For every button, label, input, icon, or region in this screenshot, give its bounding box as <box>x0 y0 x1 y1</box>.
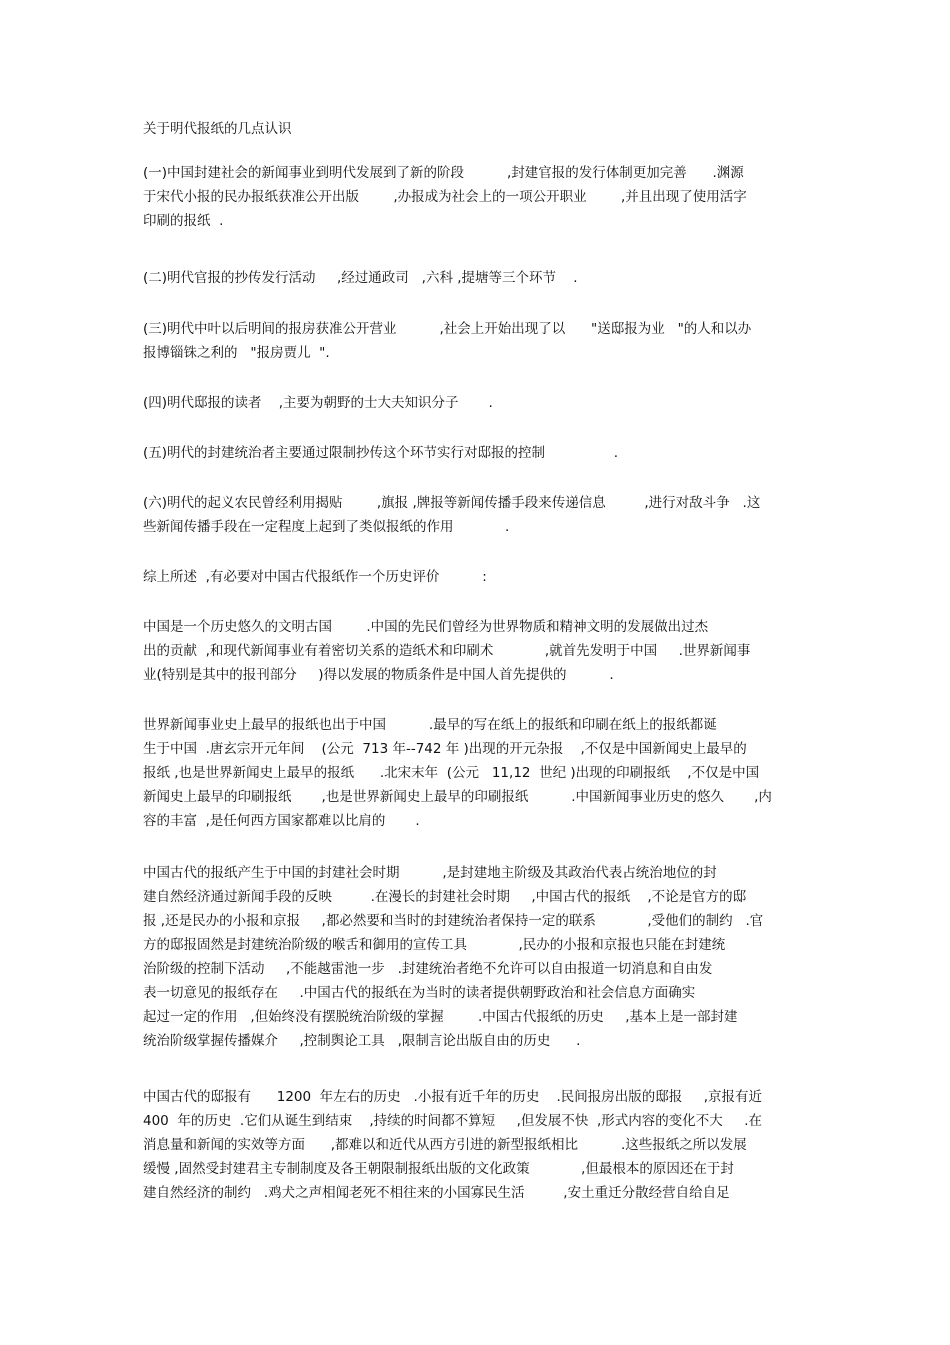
paragraph-line: 建自然经济通过新闻手段的反映 .在漫长的封建社会时期 ,中国古代的报纸 ,不论是官方的邸 <box>143 889 747 905</box>
paragraph-line: 中国古代的报纸产生于中国的封建社会时期 ,是封建地主阶级及其政治代表占统治地位的封 <box>143 865 717 881</box>
paragraph-line: 综上所述 ,有必要对中国古代报纸作一个历史评价 : <box>143 569 487 585</box>
paragraph <box>143 1085 815 1205</box>
paragraph-line: 治阶级的控制下活动 ,不能越雷池一步 .封建统治者绝不允许可以自由报道一切消息和自由发 <box>143 961 713 977</box>
paragraph-line: 报纸 ,也是世界新闻史上最早的报纸 .北宋末年 (公元 11,12 世纪 )出现的印刷报纸 ,不仅是中国 <box>143 765 760 781</box>
paragraph-line: 世界新闻事业史上最早的报纸也出于中国 .最早的写在纸上的报纸和印刷在纸上的报纸都诞 <box>143 717 717 733</box>
paragraph-line: (三)明代中叶以后明间的报房获准公开营业 ,社会上开始出现了以 "送邸报为业 "的人和以办 <box>143 321 752 337</box>
paragraph <box>143 713 815 833</box>
paragraph-line: 业(特别是其中的报刊部分 )得以发展的物质条件是中国人首先提供的 . <box>143 667 614 683</box>
paragraph <box>143 317 815 365</box>
paragraph-line: 生于中国 .唐玄宗开元年间 (公元 713 年--742 年 )出现的开元杂报 ,不仅是中国新闻史上最早的 <box>143 741 747 757</box>
paragraph <box>143 441 815 465</box>
paragraph-line: 些新闻传播手段在一定程度上起到了类似报纸的作用 . <box>143 519 510 535</box>
paragraph-line: (一)中国封建社会的新闻事业到明代发展到了新的阶段 ,封建官报的发行体制更加完善 .渊源 <box>143 165 744 181</box>
paragraph <box>143 491 815 539</box>
paragraph-line: 统治阶级掌握传播媒介 ,控制舆论工具 ,限制言论出版自由的历史 . <box>143 1033 581 1049</box>
paragraph-line: 中国古代的邸报有 1200 年左右的历史 .小报有近千年的历史 .民间报房出版的邸报 ,京报有近 <box>143 1089 763 1105</box>
paragraph-line: 起过一定的作用 ,但始终没有摆脱统治阶级的掌握 .中国古代报纸的历史 ,基本上是一部封建 <box>143 1009 738 1025</box>
paragraph-line: 新闻史上最早的印刷报纸 ,也是世界新闻史上最早的印刷报纸 .中国新闻事业历史的悠久 ,内 <box>143 789 772 805</box>
paragraph-line: 表一切意见的报纸存在 .中国古代的报纸在为当时的读者提供朝野政治和社会信息方面确实 <box>143 985 696 1001</box>
paragraph-line: 建自然经济的制约 .鸡犬之声相闻老死不相往来的小国寡民生活 ,安土重迁分散经营自给自足 <box>143 1185 730 1201</box>
paragraph-line: 缓慢 ,固然受封建君主专制制度及各王朝限制报纸出版的文化政策 ,但最根本的原因还在于封 <box>143 1161 734 1177</box>
paragraph <box>143 266 815 290</box>
paragraph-line: 印刷的报纸 . <box>143 213 224 229</box>
paragraph-line: 报 ,还是民办的小报和京报 ,都必然要和当时的封建统治者保持一定的联系 ,受他们的制约 .官 <box>143 913 764 929</box>
paragraph-line: 中国是一个历史悠久的文明古国 .中国的先民们曾经为世界物质和精神文明的发展做出过杰 <box>143 619 709 635</box>
paragraph-line: (四)明代邸报的读者 ,主要为朝野的士大夫知识分子 . <box>143 395 493 411</box>
paragraph-line: 消息量和新闻的实效等方面 ,都难以和近代从西方引进的新型报纸相比 .这些报纸之所以发展 <box>143 1137 747 1153</box>
paragraph-line: 于宋代小报的民办报纸获准公开出版 ,办报成为社会上的一项公开职业 ,并且出现了使用活字 <box>143 189 747 205</box>
paragraph <box>143 861 815 1053</box>
paragraph-line: 容的丰富 ,是任何西方国家都难以比肩的 . <box>143 813 420 829</box>
paragraph-line: 报博锱铢之利的 "报房贾儿 ". <box>143 345 330 361</box>
paragraph-line: 出的贡献 ,和现代新闻事业有着密切关系的造纸术和印刷术 ,就首先发明于中国 .世界新闻事 <box>143 643 751 659</box>
paragraph-line: 方的邸报固然是封建统治阶级的喉舌和御用的宣传工具 ,民办的小报和京报也只能在封建统 <box>143 937 726 953</box>
paragraph-line: (六)明代的起义农民曾经利用揭贴 ,旗报 ,牌报等新闻传播手段来传递信息 ,进行对敌斗争 .这 <box>143 495 761 511</box>
paragraph <box>143 161 815 233</box>
document-title: 关于明代报纸的几点认识 <box>143 121 292 137</box>
paragraph <box>143 391 815 415</box>
paragraph-line: 400 年的历史 .它们从诞生到结束 ,持续的时间都不算短 ,但发展不快 ,形式内容的变化不大 .在 <box>143 1113 763 1129</box>
paragraph-line: (五)明代的封建统治者主要通过限制抄传这个环节实行对邸报的控制 . <box>143 445 618 461</box>
paragraph-line: (二)明代官报的抄传发行活动 ,经过通政司 ,六科 ,提塘等三个环节 . <box>143 270 578 286</box>
paragraph <box>143 565 815 589</box>
paragraph <box>143 615 815 687</box>
